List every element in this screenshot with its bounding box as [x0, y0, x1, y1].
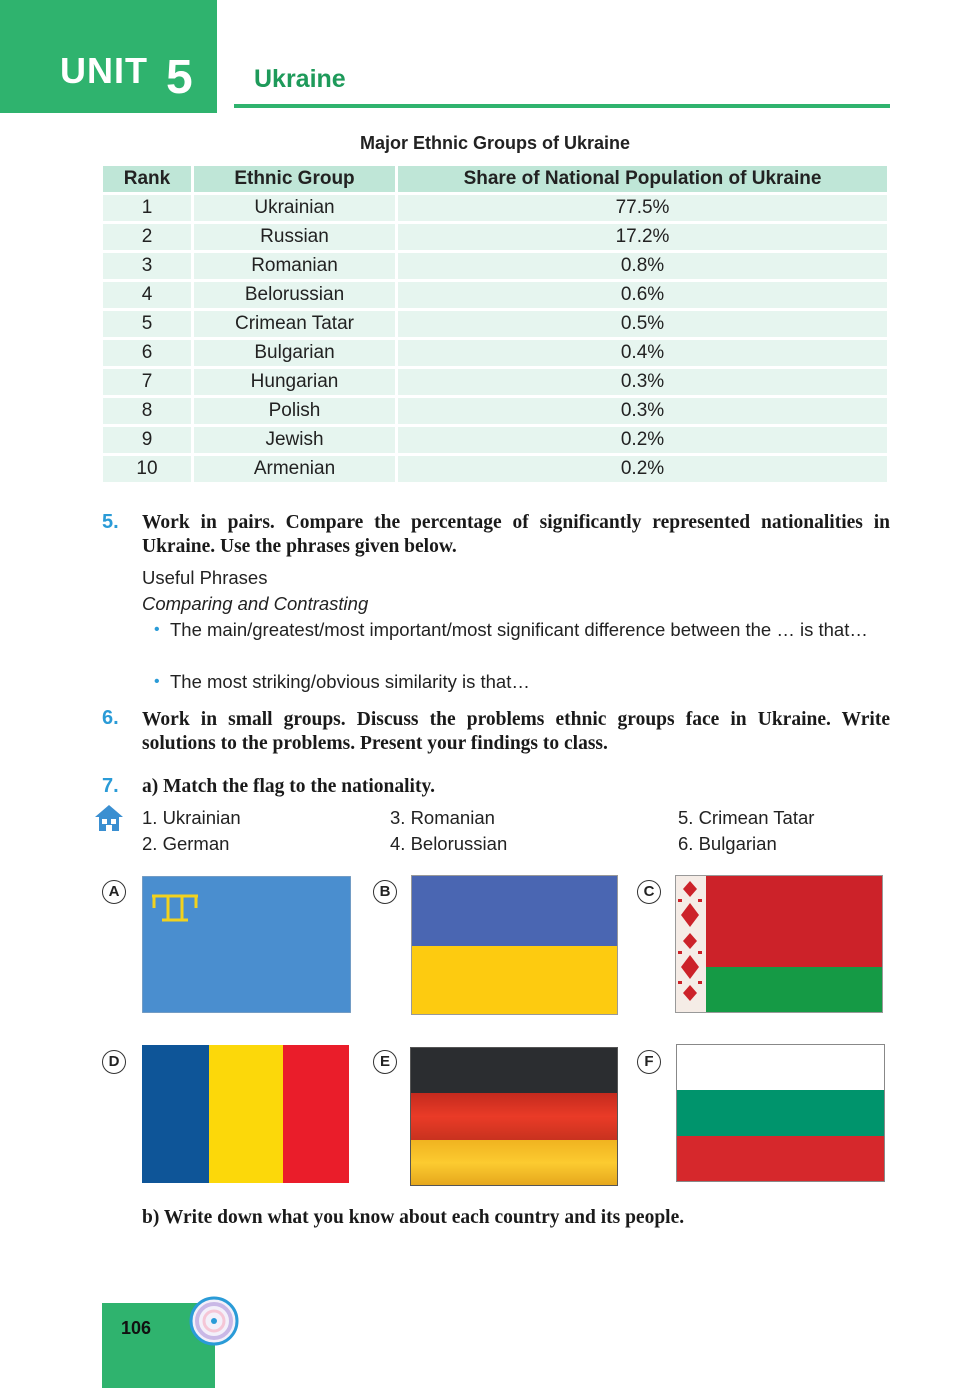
group-cell: Armenian — [194, 456, 395, 482]
share-cell: 0.5% — [398, 311, 887, 337]
share-cell: 0.3% — [398, 398, 887, 424]
group-cell: Ukrainian — [194, 195, 395, 221]
share-cell: 0.6% — [398, 282, 887, 308]
flag-b-ukraine — [411, 875, 618, 1015]
nationality-option: 4. Belorussian — [390, 833, 508, 854]
flag-c-belarus — [675, 875, 883, 1013]
column-header-rank: Rank — [103, 166, 191, 192]
share-cell: 77.5% — [398, 195, 887, 221]
rank-cell: 9 — [103, 427, 191, 453]
share-cell: 0.2% — [398, 427, 887, 453]
flag-label-d: D — [102, 1050, 126, 1074]
nationality-option: 2. German — [142, 833, 230, 854]
column-header-share: Share of National Population of Ukraine — [398, 166, 887, 192]
group-cell: Romanian — [194, 253, 395, 279]
bullet-dot: • — [154, 621, 160, 638]
exercise-6-instruction: Work in small groups. Discuss the problems ethnic groups face in Ukraine. Write solutions to the problems. Present your findings to class. — [142, 709, 890, 754]
unit-number: 5 — [166, 51, 193, 104]
flag-label-e: E — [373, 1050, 397, 1074]
exercise-5-number: 5. — [102, 511, 119, 533]
rank-cell: 8 — [103, 398, 191, 424]
share-cell: 17.2% — [398, 224, 887, 250]
page-number: 106 — [121, 1318, 152, 1338]
exercise-5-instruction: Work in pairs. Compare the percentage of significantly represented nationalities in Ukraine. Use the phrases given below. — [142, 512, 890, 557]
share-cell: 0.4% — [398, 340, 887, 366]
group-cell: Hungarian — [194, 369, 395, 395]
rank-cell: 5 — [103, 311, 191, 337]
nationality-option: 6. Bulgarian — [678, 833, 777, 854]
group-cell: Jewish — [194, 427, 395, 453]
nationality-option: 5. Crimean Tatar — [678, 807, 815, 828]
table-row — [103, 195, 887, 221]
phrases-subheading: Comparing and Contrasting — [142, 593, 369, 614]
share-cell: 0.3% — [398, 369, 887, 395]
phrase-bullet — [154, 669, 890, 695]
table-row — [103, 398, 887, 424]
house-icon — [94, 803, 124, 833]
rank-cell: 1 — [103, 195, 191, 221]
rank-cell: 6 — [103, 340, 191, 366]
share-cell: 0.8% — [398, 253, 887, 279]
header-divider — [234, 104, 890, 108]
table-row — [103, 311, 887, 337]
flag-label-c: C — [637, 880, 661, 904]
flag-label-b: B — [373, 880, 397, 904]
flag-a-crimean-tatar — [142, 876, 351, 1013]
table-row — [103, 224, 887, 250]
exercise-7-number: 7. — [102, 775, 119, 797]
table-row — [103, 456, 887, 482]
table-row — [103, 427, 887, 453]
group-cell: Russian — [194, 224, 395, 250]
group-cell: Bulgarian — [194, 340, 395, 366]
unit-label: UNIT — [60, 50, 148, 91]
exercise-7-part-b: b) Write down what you know about each country and its people. — [142, 1207, 685, 1228]
flag-label-a: A — [102, 880, 126, 904]
exercise-6-number: 6. — [102, 707, 119, 729]
table-header-row — [103, 166, 887, 192]
exercise-7-part-a: a) Match the flag to the nationality. — [142, 776, 436, 797]
rank-cell: 7 — [103, 369, 191, 395]
table-row — [103, 369, 887, 395]
page-title: Ukraine — [254, 65, 346, 93]
phrase-text: The main/greatest/most important/most significant difference between the … is that… — [170, 619, 868, 640]
flag-label-f: F — [637, 1050, 661, 1074]
share-cell: 0.2% — [398, 456, 887, 482]
ethnic-groups-table — [100, 163, 890, 485]
rank-cell: 3 — [103, 253, 191, 279]
group-cell: Belorussian — [194, 282, 395, 308]
useful-phrases-heading: Useful Phrases — [142, 567, 268, 588]
table-row — [103, 253, 887, 279]
flag-f-bulgaria — [676, 1044, 885, 1182]
cd-icon — [189, 1296, 239, 1346]
rank-cell: 4 — [103, 282, 191, 308]
phrase-bullet — [154, 617, 890, 643]
table-row — [103, 340, 887, 366]
flag-e-germany — [410, 1047, 618, 1186]
group-cell: Crimean Tatar — [194, 311, 395, 337]
group-cell: Polish — [194, 398, 395, 424]
flag-d-romania — [142, 1045, 349, 1183]
phrase-text: The most striking/obvious similarity is that… — [170, 671, 530, 692]
rank-cell: 2 — [103, 224, 191, 250]
nationality-option: 1. Ukrainian — [142, 807, 241, 828]
bullet-dot: • — [154, 673, 160, 690]
nationality-option: 3. Romanian — [390, 807, 495, 828]
column-header-group: Ethnic Group — [194, 166, 395, 192]
table-title: Major Ethnic Groups of Ukraine — [359, 133, 631, 153]
table-row — [103, 282, 887, 308]
rank-cell: 10 — [103, 456, 191, 482]
